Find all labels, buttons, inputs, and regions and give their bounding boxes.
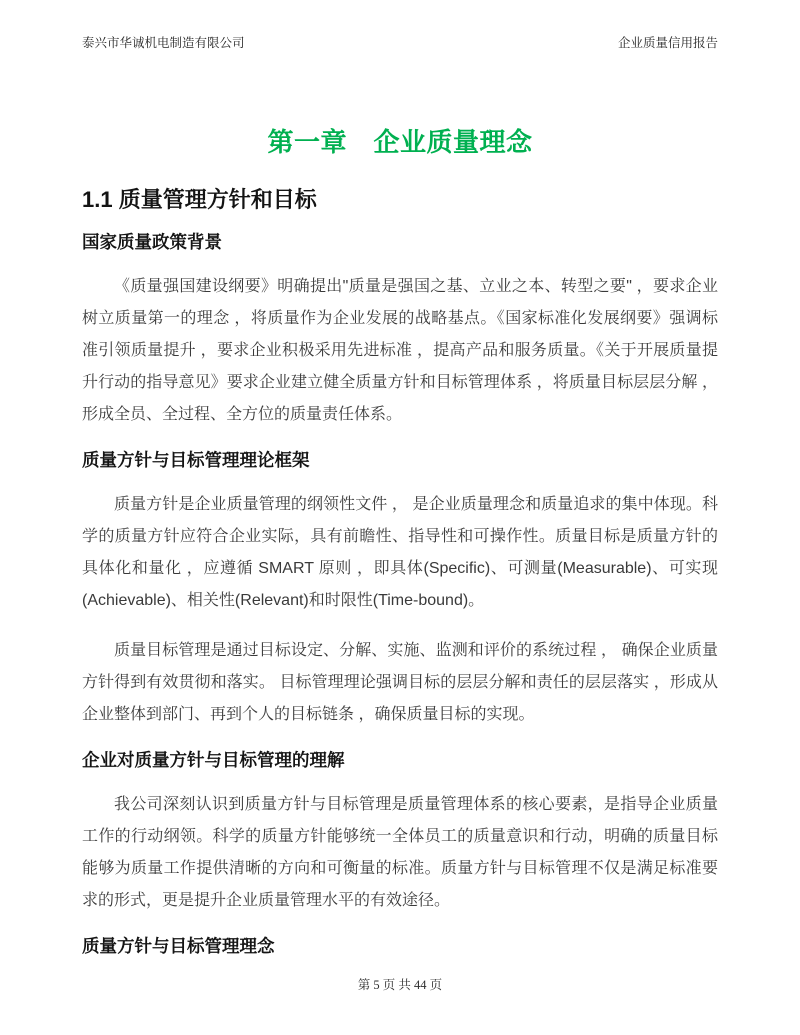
- paragraph: 我公司深刻认识到质量方针与目标管理是质量管理体系的核心要素，是指导企业质量工作的行动纲领。科学的质量方针能够统一全体员工的质量意识和行动，明确的质量目标能够为质量工作提供清晰的方向和可衡量的标准。质量方针与目标管理不仅是满足标准要求的形式，更是提升企业质量管理水平的有效途径。: [82, 796, 718, 909]
- subsection-heading-national-policy: 国家质量政策背景: [82, 232, 222, 252]
- subsection-heading-company-understanding: 企业对质量方针与目标管理的理解: [82, 750, 345, 770]
- paragraph: 质量目标管理是通过目标设定、分解、实施、监测和评价的系统过程 ， 确保企业质量方针得到有效贯彻和落实。 目标管理理论强调目标的层层分解和责任的层层落实 ，形成从企业整体到部门、再到个人的目标链条 ，确保质量目标的实现。: [82, 642, 718, 723]
- subsection-heading-theory-framework: 质量方针与目标管理理论框架: [82, 450, 310, 470]
- header-report-title: 企业质量信用报告: [617, 36, 718, 50]
- section-heading: 1.1 质量管理方针和目标: [82, 187, 317, 212]
- page-header: [82, 36, 718, 51]
- subsection-heading-management-philosophy: 质量方针与目标管理理念: [82, 936, 275, 956]
- chapter-title: 第一章 企业质量理念: [267, 127, 533, 157]
- paragraph: 质量方针是企业质量管理的纲领性文件 ， 是企业质量理念和质量追求的集中体现。科学的质量方针应符合企业实际，具有前瞻性、指导性和可操作性。质量目标是质量方针的具体化和量化 ，应遵循 SMART 原则 ，即具体(Specific)、可测量(Measurable)、可实现(Achievable)、相关性(Relevant)和时限性(Time-bound)。: [82, 496, 718, 609]
- page-number: 第 5 页 共 44 页: [357, 978, 443, 992]
- paragraph: 《质量强国建设纲要》明确提出"质量是强国之基、立业之本、转型之要" ，要求企业树立质量第一的理念 ，将质量作为企业发展的战略基点。《国家标准化发展纲要》强调标准引领质量提升 ，要求企业积极采用先进标准 ，提高产品和服务质量。《关于开展质量提升行动的指导意见》要求企业建立健全质量方针和目标管理体系 ，将质量目标层层分解 ，形成全员、全过程、全方位的质量责任体系。: [82, 278, 718, 423]
- header-company-name: 泰兴市华诚机电制造有限公司: [82, 36, 245, 50]
